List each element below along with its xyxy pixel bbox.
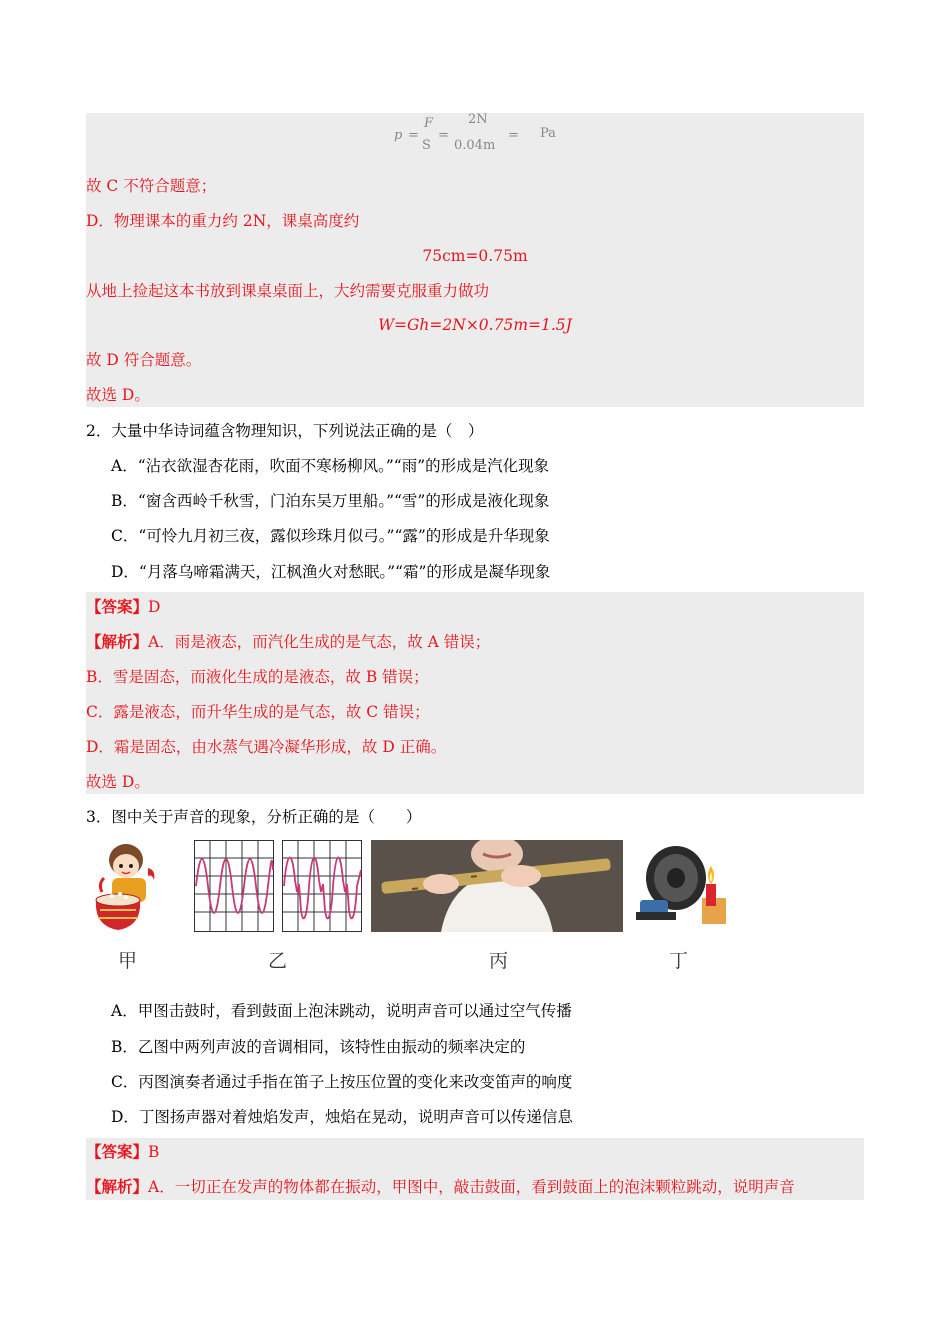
caption-bing: 丙 xyxy=(489,950,509,972)
caption-jia: 甲 xyxy=(118,950,138,972)
q2-option-c: C．“可怜九月初三夜，露似珍珠月似弓。”“露”的形成是升华现象 xyxy=(111,527,550,545)
speaker-candle-figure xyxy=(632,840,728,930)
q2-analysis-a: 【解析】A．雨是液态，而汽化生成的是气态，故 A 错误； xyxy=(86,632,491,651)
answer-label: 【答案】 xyxy=(86,1142,149,1161)
q1-d-line2: 从地上捡起这本书放到课桌桌面上，大约需要克服重力做功 xyxy=(86,282,490,300)
drum-kid-figure xyxy=(84,838,176,936)
q3-option-b: B．乙图中两列声波的音调相同，该特性由振动的频率决定的 xyxy=(111,1038,526,1056)
answer-value: D xyxy=(148,598,161,616)
answer-label: 【答案】 xyxy=(86,597,149,616)
q2-option-a: A．“沾衣欲湿杏花雨，吹面不寒杨柳风。”“雨”的形成是汽化现象 xyxy=(111,457,550,475)
q2-analysis-d: D．霜是固态，由水蒸气遇冷凝华形成，故 D 正确。 xyxy=(86,738,447,756)
q1-d-line1: D．物理课本的重力约 2N，课桌高度约 xyxy=(86,212,360,230)
q1-d-height: 75cm=0.75m xyxy=(422,247,528,265)
q1-d-work-formula: W=Gh=2N×0.75m=1.5J xyxy=(378,316,572,334)
q2-analysis-b: B．雪是固态，而液化生成的是液态，故 B 错误； xyxy=(86,668,429,686)
caption-ding: 丁 xyxy=(669,950,689,972)
q3-analysis-a: 【解析】A．一切正在发声的物体都在振动，甲图中，敲击鼓面，看到鼓面上的泡沫颗粒跳动，说明声音 xyxy=(86,1177,795,1196)
q3-answer xyxy=(86,1142,159,1162)
q2-answer xyxy=(86,597,160,617)
q2-stem: 2．大量中华诗词蕴含物理知识，下列说法正确的是（ ） xyxy=(86,422,484,440)
q2-solution-block xyxy=(86,592,864,794)
q3-stem: 3．图中关于声音的现象，分析正确的是（ ） xyxy=(86,808,422,826)
q3-option-a: A．甲图击鼓时，看到鼓面上泡沫跳动，说明声音可以通过空气传播 xyxy=(111,1002,572,1020)
q1-final-answer: 故选 D。 xyxy=(86,386,150,404)
analysis-label: 【解析】 xyxy=(86,1177,149,1196)
answer-value: B xyxy=(148,1143,160,1161)
q3-option-d: D．丁图扬声器对着烛焰发声，烛焰在晃动，说明声音可以传递信息 xyxy=(111,1108,573,1126)
q1-c-conclusion: 故 C 不符合题意； xyxy=(86,177,217,195)
wave-line-left xyxy=(196,859,273,913)
q2-analysis-c: C．露是液态，而升华生成的是气态，故 C 错误； xyxy=(86,703,430,721)
q2-option-d: D．“月落乌啼霜满天，江枫渔火对愁眠。”“霜”的形成是凝华现象 xyxy=(111,563,551,581)
q2-option-b: B．“窗含西岭千秋雪，门泊东吴万里船。”“雪”的形成是液化现象 xyxy=(111,492,550,510)
analysis-label: 【解析】 xyxy=(86,632,149,651)
caption-yi: 乙 xyxy=(268,950,288,972)
sound-wave-plots xyxy=(194,840,364,934)
wave-line-right xyxy=(284,857,361,918)
q3-option-c: C．丙图演奏者通过手指在笛子上按压位置的变化来改变笛声的响度 xyxy=(111,1073,573,1091)
q1-d-conclusion: 故 D 符合题意。 xyxy=(86,351,202,369)
wave-plot-left xyxy=(195,841,275,933)
q2-final-answer: 故选 D。 xyxy=(86,773,150,791)
flute-player-photo xyxy=(371,840,623,932)
pressure-formula: p = F S = 2N 0.04m = Pa xyxy=(394,112,556,153)
